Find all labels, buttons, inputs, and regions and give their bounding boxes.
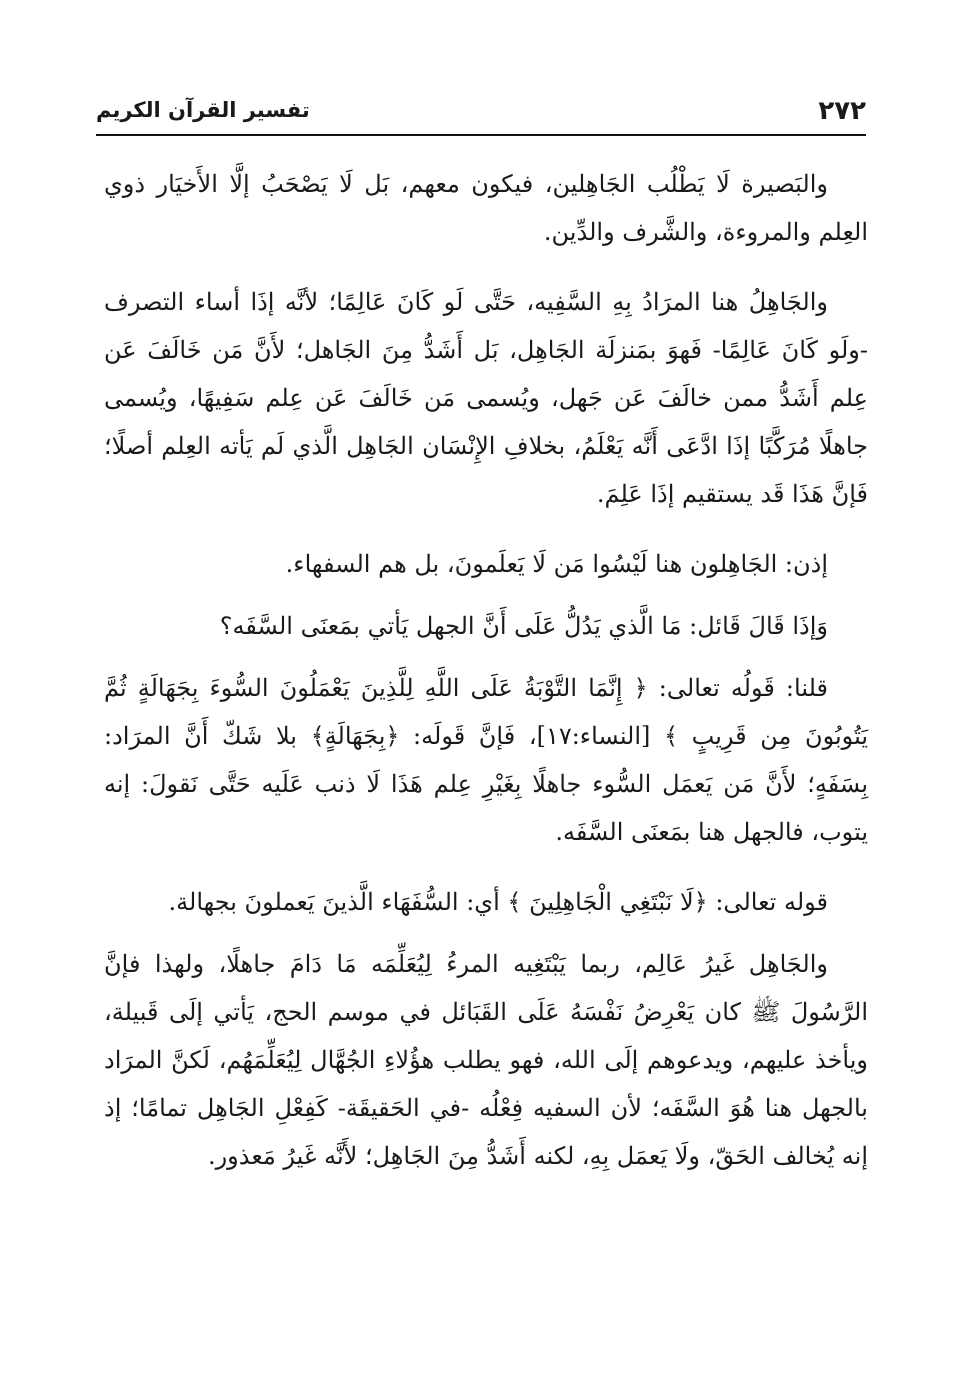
paragraph: وَإذَا قَالَ قَائل: مَا الَّذي يَدُلُّ عَلَى أَنَّ الجهل يَأتي بمَعنَى السَّفَه؟ [219, 612, 828, 640]
paragraph: قوله تعالى: ﴿لَا نَبْتَغِي الْجَاهِلِينَ ﴾ أي: السُّفَهَاء الَّذينَ يَعملونَ بجهالة. [168, 888, 828, 916]
body-text [104, 160, 868, 1202]
book-title: تفسير القرآن الكريم [96, 98, 310, 122]
header-divider [96, 134, 866, 136]
paragraph: والجَاهِلُ هنا المرَادُ بِهِ السَّفِيه، حَتَّى لَو كَانَ عَالِمًا؛ لأنَّه إذَا أساء التصرف -ولَو كَانَ عَالِمًا- فَهوَ بمَنزلَة الجَاهِل، بَل أَشَدُّ مِنَ الجَاهل؛ لأَنَّ مَن خَالَفَ عَن عِلم أَشَدُّ ممن خالَفَ عَن جَهل، ويُسمى مَن خَالَفَ عَن عِلم سَفِيهًا، ويُسمى جاهلًا مُرَكَّبًا إذَا ادَّعَى أَنَّه يَعْلَمُ، بخلافِ الإِنْسَان الجَاهِل الَّذي لَم يَأته العِلم أصلًا؛ فَإنَّ هَذَا قَد يستقيم إذَا عَلِمَ. [104, 288, 869, 508]
paragraph: قلنا: قَولُه تعالى: ﴿ إِنَّمَا التَّوْبَةُ عَلَى اللَّهِ لِلَّذِينَ يَعْمَلُونَ السُّوءَ بِجَهَالَةٍ ثُمَّ يَتُوبُونَ مِن قَرِيبٍ ﴾ [النساء:١٧]، فَإنَّ قَولَه: ﴿بِجَهَالَةٍ﴾ بلا شَكّ أَنَّ المرَاد: بِسَفَهٍ؛ لأَنَّ مَن يَعمَل السُّوء جاهلًا بِغَيْرِ عِلم هَذَا لَا ذنب عَلَيه حَتَّى نَقولَ: إنه يتوب، فالجهل هنا بمَعنَى السَّفَه. [104, 674, 869, 846]
page-header [96, 92, 866, 132]
page-number: ٢٧٢ [818, 96, 866, 126]
paragraph: والجَاهِل غَيرُ عَالِم، ربما يَبْتَغِيه المرءُ لِيُعَلِّمَه مَا دَامَ جاهلًا، ولهذا فإنَّ الرَّسُولَ ﷺ كان يَعْرِضُ نَفْسَهُ عَلَى القَبَائل في موسم الحج، يَأتي إلَى قَبيلة، ويأخذ عليهم، ويدعوهم إلَى الله، فهو يطلب هؤُلاءِ الجُهَّال لِيُعَلِّمَهُم، لَكنَّ المرَاد بالجهل هنا هُوَ السَّفَه؛ لأن السفيه فِعْلُه -في الحَقيقَة- كَفِعْلِ الجَاهِل تمامًا؛ إذ إنه يُخالف الحَقّ، ولَا يَعمَل بِهِ، لكنه أَشَدُّ مِنَ الجَاهِل؛ لأَنَّه غَيرُ مَعذور. [104, 950, 868, 1170]
paragraph: والبَصيرة لَا يَطْلُب الجَاهِلين، فيكون معهم، بَل لَا يَصْحَبُ إلَّا الأَخيَار ذوي العِلم والمروءة، والشَّرف والدِّين. [104, 170, 868, 246]
paragraph: إذن: الجَاهِلون هنا لَيْسُوا مَن لَا يَعلَمونَ، بل هم السفهاء. [285, 550, 828, 578]
